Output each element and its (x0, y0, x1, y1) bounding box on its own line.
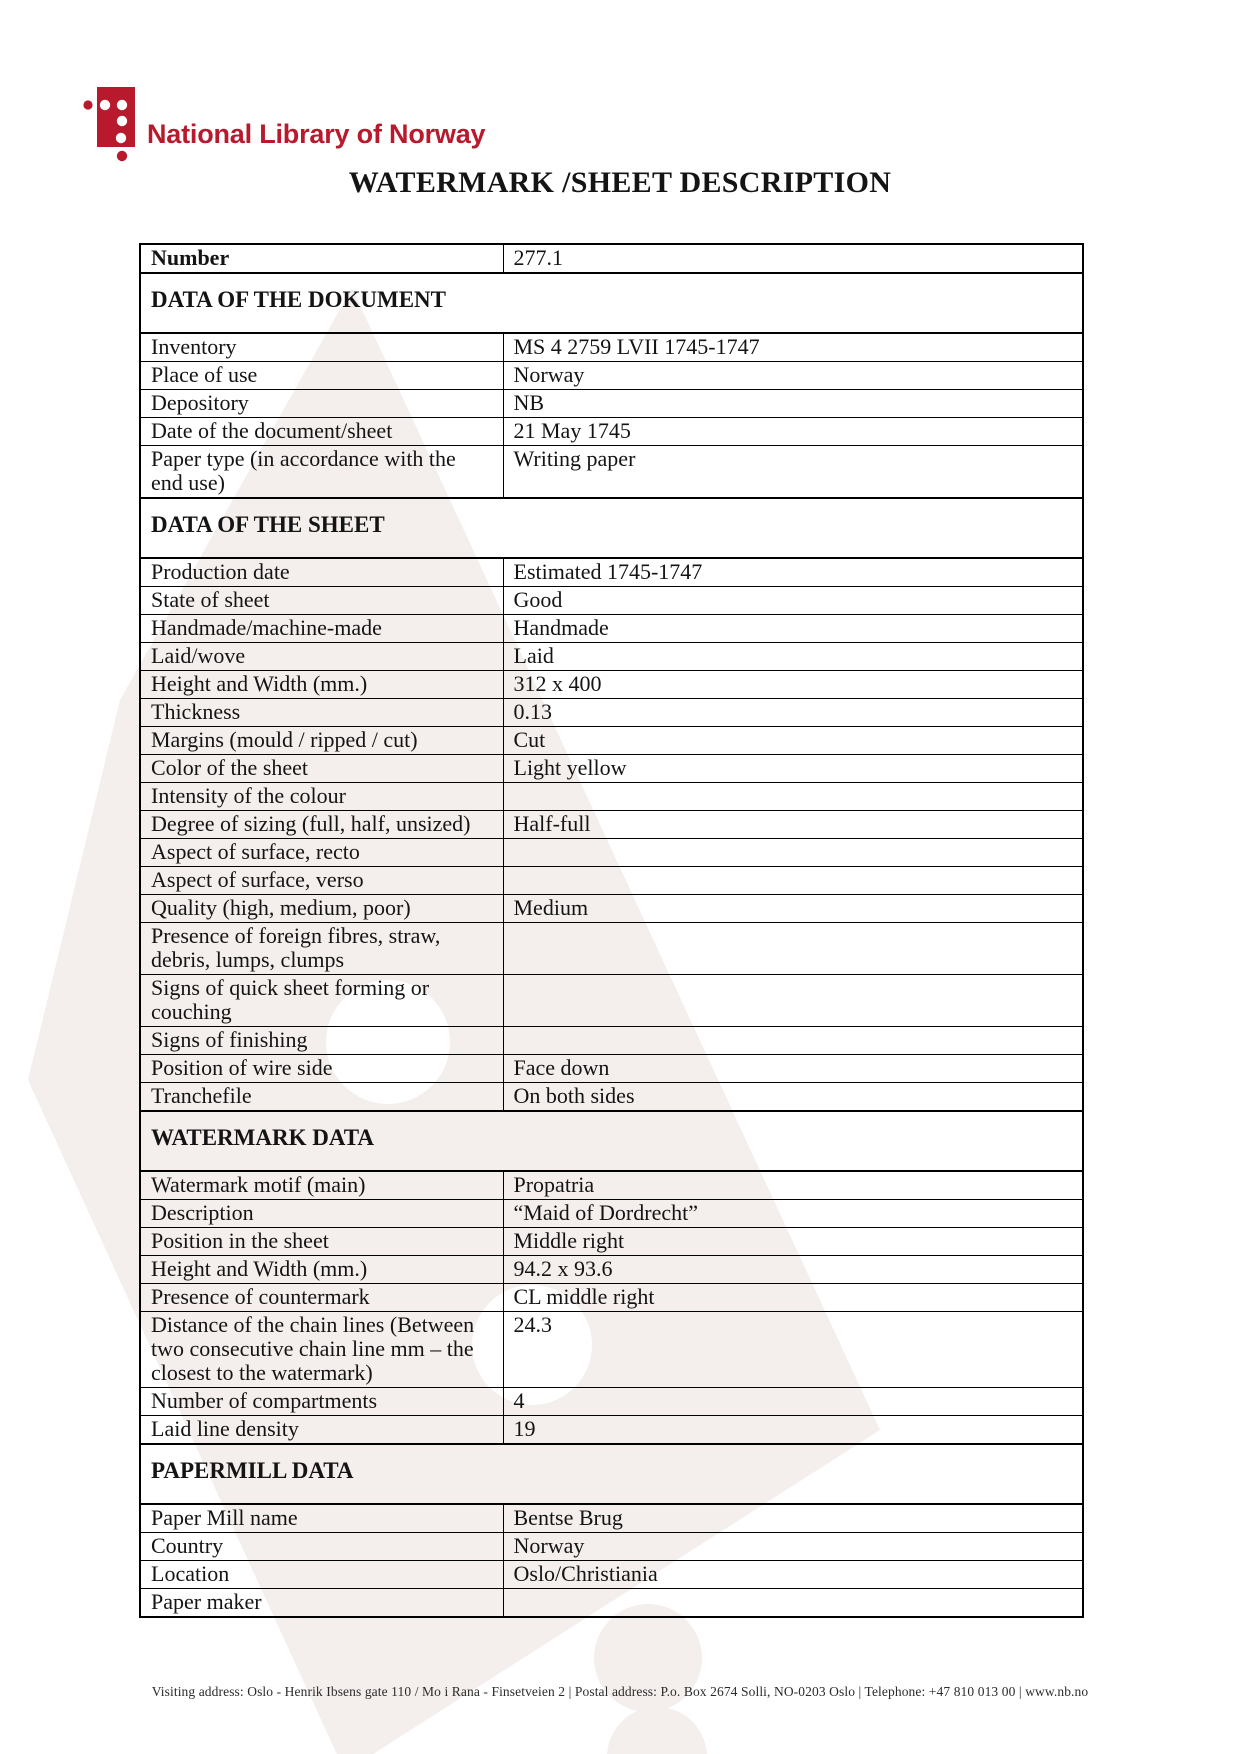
row-label: Laid line density (140, 1416, 503, 1445)
row-value: 21 May 1745 (503, 418, 1083, 446)
row-label: Paper Mill name (140, 1504, 503, 1533)
table-row (140, 923, 1083, 975)
table-row (140, 755, 1083, 783)
row-label: Country (140, 1533, 503, 1561)
row-value: NB (503, 390, 1083, 418)
row-label: Laid/wove (140, 643, 503, 671)
section-title: DATA OF THE DOKUMENT (140, 273, 1083, 333)
table-row (140, 699, 1083, 727)
row-value (503, 839, 1083, 867)
section-row (140, 1111, 1083, 1171)
table-row (140, 587, 1083, 615)
row-value (503, 1027, 1083, 1055)
table-row (140, 1284, 1083, 1312)
row-value (503, 975, 1083, 1027)
row-value (503, 923, 1083, 975)
table-row (140, 727, 1083, 755)
row-label: State of sheet (140, 587, 503, 615)
row-value: Middle right (503, 1228, 1083, 1256)
row-label: Handmade/machine-made (140, 615, 503, 643)
row-label: Place of use (140, 362, 503, 390)
row-value: 94.2 x 93.6 (503, 1256, 1083, 1284)
table-row (140, 1312, 1083, 1388)
row-value: CL middle right (503, 1284, 1083, 1312)
section-row (140, 1444, 1083, 1504)
table-row (140, 390, 1083, 418)
table-row (140, 446, 1083, 499)
row-label: Height and Width (mm.) (140, 1256, 503, 1284)
row-label: Color of the sheet (140, 755, 503, 783)
table-row (140, 615, 1083, 643)
row-label: Aspect of surface, verso (140, 867, 503, 895)
watermark-dot-2 (607, 1707, 707, 1754)
row-label: Tranchefile (140, 1083, 503, 1112)
row-value: Oslo/Christiania (503, 1561, 1083, 1589)
table-row (140, 1561, 1083, 1589)
row-label: Watermark motif (main) (140, 1171, 503, 1200)
row-value: Good (503, 587, 1083, 615)
row-label: Thickness (140, 699, 503, 727)
table-row (140, 1027, 1083, 1055)
row-value: “Maid of Dordrecht” (503, 1200, 1083, 1228)
table-row (140, 811, 1083, 839)
row-value: Cut (503, 727, 1083, 755)
row-value: Bentse Brug (503, 1504, 1083, 1533)
logo-text: National Library of Norway (147, 119, 486, 149)
table-row (140, 1388, 1083, 1416)
row-value: 0.13 (503, 699, 1083, 727)
row-value: Half-full (503, 811, 1083, 839)
table-row (140, 1589, 1083, 1618)
row-value (503, 867, 1083, 895)
row-label: Signs of finishing (140, 1027, 503, 1055)
row-label: Depository (140, 390, 503, 418)
row-value: Norway (503, 1533, 1083, 1561)
section-row (140, 498, 1083, 558)
section-title: DATA OF THE SHEET (140, 498, 1083, 558)
table-row (140, 839, 1083, 867)
row-value: Propatria (503, 1171, 1083, 1200)
page-title: WATERMARK /SHEET DESCRIPTION (348, 166, 892, 199)
library-logo (72, 70, 542, 170)
row-label: Quality (high, medium, poor) (140, 895, 503, 923)
row-value: Estimated 1745-1747 (503, 558, 1083, 587)
table-row (140, 867, 1083, 895)
row-label: Description (140, 1200, 503, 1228)
row-value: Medium (503, 895, 1083, 923)
row-value: Norway (503, 362, 1083, 390)
table-row (140, 895, 1083, 923)
table-row (140, 558, 1083, 587)
row-value: 312 x 400 (503, 671, 1083, 699)
row-label: Presence of foreign fibres, straw, debris, lumps, clumps (140, 923, 503, 975)
row-label: Signs of quick sheet forming or couching (140, 975, 503, 1027)
row-value: 24.3 (503, 1312, 1083, 1388)
footer-text: Visiting address: Oslo - Henrik Ibsens gate 110 / Mo i Rana - Finsetveien 2 | Postal address: P.o. Box 2674 Solli, NO-0203 Oslo | Telephone: +47 810 013 00 | www.nb.no (151, 1684, 1089, 1699)
watermark-table (139, 243, 1084, 1618)
table-body (140, 244, 1083, 1617)
row-value: On both sides (503, 1083, 1083, 1112)
row-value: Laid (503, 643, 1083, 671)
row-value (503, 1589, 1083, 1618)
row-value: 19 (503, 1416, 1083, 1445)
row-value: Writing paper (503, 446, 1083, 499)
table-row (140, 1228, 1083, 1256)
row-label: Paper maker (140, 1589, 503, 1618)
table-row (140, 244, 1083, 273)
table-row (140, 1200, 1083, 1228)
table-row (140, 1533, 1083, 1561)
table-row (140, 1171, 1083, 1200)
table-row (140, 1055, 1083, 1083)
row-value: MS 4 2759 LVII 1745-1747 (503, 333, 1083, 362)
logo-mark (83, 87, 135, 161)
section-row (140, 273, 1083, 333)
row-label: Intensity of the colour (140, 783, 503, 811)
table-row (140, 1416, 1083, 1445)
table-row (140, 671, 1083, 699)
table-row (140, 333, 1083, 362)
table-row (140, 1083, 1083, 1112)
row-value: Handmade (503, 615, 1083, 643)
row-label: Inventory (140, 333, 503, 362)
row-value: 277.1 (503, 244, 1083, 273)
row-label: Aspect of surface, recto (140, 839, 503, 867)
row-label: Position in the sheet (140, 1228, 503, 1256)
table-row (140, 362, 1083, 390)
row-value: 4 (503, 1388, 1083, 1416)
table-row (140, 783, 1083, 811)
row-value: Face down (503, 1055, 1083, 1083)
row-label: Production date (140, 558, 503, 587)
row-label: Position of wire side (140, 1055, 503, 1083)
table-row (140, 1256, 1083, 1284)
row-label: Margins (mould / ripped / cut) (140, 727, 503, 755)
table-row (140, 1504, 1083, 1533)
table-row (140, 975, 1083, 1027)
row-label: Presence of countermark (140, 1284, 503, 1312)
row-value: Light yellow (503, 755, 1083, 783)
section-title: PAPERMILL DATA (140, 1444, 1083, 1504)
row-label: Date of the document/sheet (140, 418, 503, 446)
row-label: Number (140, 244, 503, 273)
row-label: Distance of the chain lines (Between two consecutive chain line mm – the closest to the watermark) (140, 1312, 503, 1388)
row-label: Location (140, 1561, 503, 1589)
row-label: Degree of sizing (full, half, unsized) (140, 811, 503, 839)
table-row (140, 643, 1083, 671)
row-label: Paper type (in accordance with the end use) (140, 446, 503, 499)
row-label: Number of compartments (140, 1388, 503, 1416)
section-title: WATERMARK DATA (140, 1111, 1083, 1171)
row-value (503, 783, 1083, 811)
table-row (140, 418, 1083, 446)
row-label: Height and Width (mm.) (140, 671, 503, 699)
